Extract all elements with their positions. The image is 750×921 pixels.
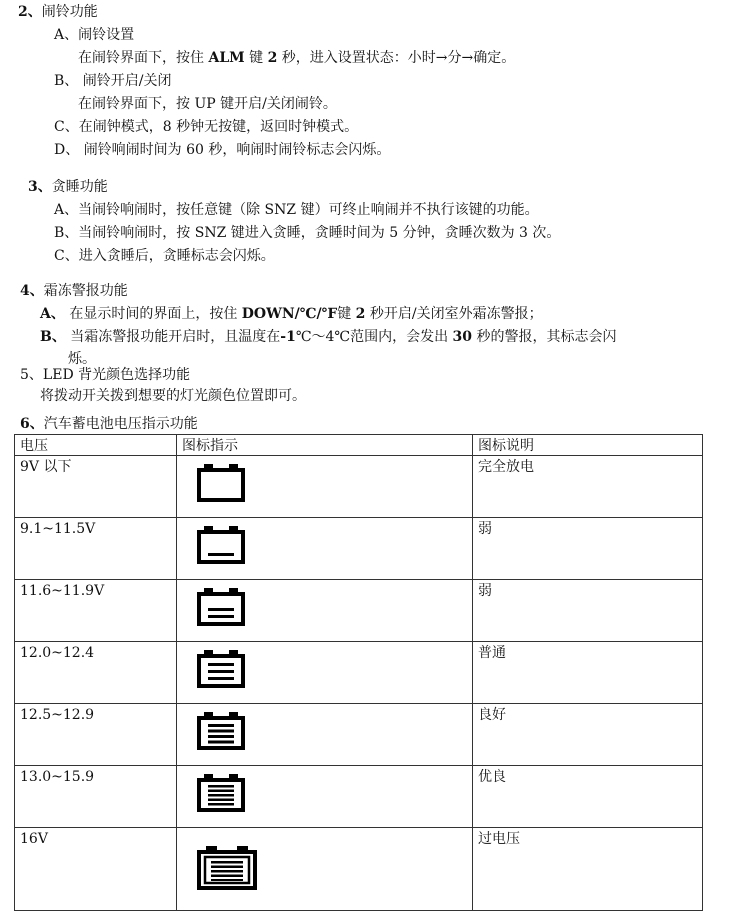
icon-cell	[177, 456, 473, 518]
header-icon: 图标指示	[177, 435, 473, 456]
battery-5-bars-icon	[196, 772, 246, 812]
header-voltage: 电压	[15, 435, 177, 456]
battery-empty-icon	[196, 462, 246, 502]
alarm-toggle-title: B、 闹铃开启/关闭	[54, 73, 172, 89]
description-cell: 弱	[473, 518, 703, 580]
section-5-heading: 5、LED 背光颜色选择功能	[20, 367, 191, 383]
table-row	[15, 456, 703, 518]
battery-3-bars-icon	[196, 648, 246, 688]
section-3-heading: 3、贪睡功能	[28, 179, 108, 195]
header-description: 图标说明	[473, 435, 703, 456]
battery-1-bar-icon	[196, 524, 246, 564]
icon-cell	[177, 766, 473, 828]
description-cell: 完全放电	[473, 456, 703, 518]
battery-overvoltage-icon	[196, 844, 258, 890]
battery-2-bars-icon	[196, 586, 246, 626]
battery-4-bars-icon	[196, 710, 246, 750]
table-row	[15, 704, 703, 766]
table-row	[15, 828, 703, 911]
section-4-heading: 4、霜冻警报功能	[20, 283, 128, 299]
alarm-setting-title: A、闹铃设置	[54, 27, 135, 43]
section-2-heading: 2、闹铃功能	[18, 4, 98, 20]
frost-a-text: A、 在显示时间的界面上，按住 DOWN/℃/℉键 2 秒开启/关闭室外霜冻警报；	[40, 306, 543, 322]
voltage-cell: 13.0~15.9	[15, 766, 177, 828]
icon-cell	[177, 518, 473, 580]
frost-b-text: B、 当霜冻警报功能开启时，且温度在-1℃～4℃范围内，会发出 30 秒的警报，其标志会闪	[40, 329, 617, 345]
table-row	[15, 580, 703, 642]
alarm-c-text: C、在闹钟模式，8 秒钟无按键，返回时钟模式。	[54, 119, 359, 135]
table-row	[15, 766, 703, 828]
snooze-b-text: B、当闹铃响闹时，按 SNZ 键进入贪睡，贪睡时间为 5 分钟，贪睡次数为 3 次。	[54, 225, 561, 241]
voltage-cell: 9.1~11.5V	[15, 518, 177, 580]
alarm-d-text: D、 闹铃响闹时间为 60 秒，响闹时闹铃标志会闪烁。	[54, 142, 391, 158]
frost-b-continued: 烁。	[68, 351, 96, 367]
backlight-body: 将拨动开关拨到想要的灯光颜色位置即可。	[40, 388, 306, 404]
snooze-a-text: A、当闹铃响闹时，按任意键（除 SNZ 键）可终止响闹并不执行该键的功能。	[54, 202, 539, 218]
battery-voltage-table	[14, 434, 703, 911]
alarm-toggle-body: 在闹铃界面下，按 UP 键开启/关闭闹铃。	[78, 96, 337, 112]
table-row	[15, 518, 703, 580]
snooze-c-text: C、进入贪睡后，贪睡标志会闪烁。	[54, 248, 275, 264]
voltage-cell: 11.6~11.9V	[15, 580, 177, 642]
description-cell: 弱	[473, 580, 703, 642]
alarm-setting-body: 在闹铃界面下，按住 ALM 键 2 秒，进入设置状态：小时→分→确定。	[78, 50, 516, 66]
table-header-row	[15, 435, 703, 456]
icon-cell	[177, 828, 473, 911]
table-row	[15, 642, 703, 704]
description-cell: 优良	[473, 766, 703, 828]
voltage-cell: 16V	[15, 828, 177, 911]
description-cell: 过电压	[473, 828, 703, 911]
section-6-heading: 6、汽车蓄电池电压指示功能	[20, 416, 198, 432]
icon-cell	[177, 580, 473, 642]
icon-cell	[177, 704, 473, 766]
description-cell: 良好	[473, 704, 703, 766]
voltage-cell: 12.0~12.4	[15, 642, 177, 704]
description-cell: 普通	[473, 642, 703, 704]
icon-cell	[177, 642, 473, 704]
voltage-cell: 9V 以下	[15, 456, 177, 518]
voltage-cell: 12.5~12.9	[15, 704, 177, 766]
